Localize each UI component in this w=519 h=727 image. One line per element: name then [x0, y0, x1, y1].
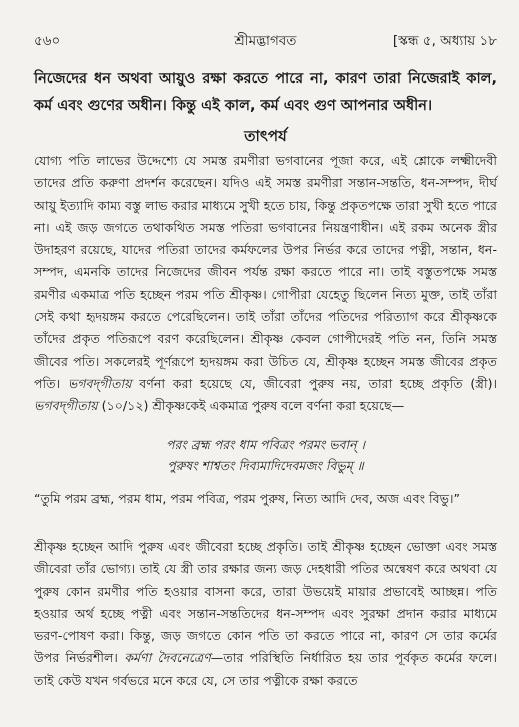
verse-translation: নিজেদের ধন অথবা আয়ুও রক্ষা করতে পারে না, কারণ তারা নিজেরাই কাল, কর্ম এবং গুণের অধীন। কিন্তু এই কাল, কর্ম এবং গুণ আপনার অধীন। [34, 71, 497, 114]
purport-paragraph-2b-text: —তার পরিস্থিতি নির্ধারিত হয় তার পূর্বকৃত কর্মের ফলে। তাই কেউ যখন গর্বভরে মনে করে যে, সে তার পত্নীকে রক্ষা করতে [34, 650, 497, 688]
scripture-name: ভগবদ্‌গীতায় [67, 375, 132, 391]
purport-paragraph-1 [34, 150, 497, 418]
quote-translation: “তুমি পরম ব্রহ্ম, পরম ধাম, পরম পবিত্র, পরম পুরুষ, নিত্য আদি দেব, অজ এবং বিভু।” [34, 491, 461, 506]
sanskrit-line-2: পুরুষং শাশ্বতং দিব্যমাদিদেবমজং বিভুম্‌ ॥ [167, 458, 364, 473]
purport-paragraph-1-text: যোগ্য পতি লাভের উদ্দেশ্যে যে সমস্ত রমণীরা ভগবানের পূজা করে, এই শ্লোকে লক্ষ্মীদেবী তাদের প্রতি করুণা প্রদর্শন করেছেন। যদিও এই সমস্ত রমণীরা সন্তান-সন্ততি, ধন-সম্পদ, দীর্ঘ আয়ু ইত্যাদি কাম্য বস্তু লাভ করার মাধ্যমে সুখী হতে চায়, কিন্তু প্রকৃতপক্ষে তারা সুখী হতে পারে না। এই জড় জগতে তথাকথিত সমস্ত পতিরা ভগবানের নিয়ন্ত্রণাধীন। এই রকম অনেক স্ত্রীর উদাহরণ রয়েছে, যাদের পতিরা তাদের কর্মফলের উপর নির্ভর করে তাদের পত্নী, সন্তান, ধন-সম্পদ, এমনকি তাদের নিজেদের জীবন পর্যন্ত রক্ষা করতে পারে না। তাই বস্তুতপক্ষে সমস্ত রমণীর একমাত্র পতি হচ্ছেন পরম পতি শ্রীকৃষ্ণ। গোপীরা যেহেতু ছিলেন নিত্য মুক্ত, তাই তাঁরা সেই কথা হৃদয়ঙ্গম করতে পেরেছিলেন। তাই তাঁরা তাঁদের পতিদের পরিত্যাগ করে শ্রীকৃষ্ণকে তাঁদের প্রকৃত পতিরূপে বরণ করেছিলেন। শ্রীকৃষ্ণ কেবল গোপীদেরই পতি নন, তিনি সমস্ত জীবের পতি। সকলেরই পূর্ণরূপে হৃদয়ঙ্গম করা উচিত যে, শ্রীকৃষ্ণ হচ্ছেন সমস্ত জীবের প্রকৃত পতি। [34, 153, 497, 391]
sanskrit-phrase: কর্মণা দৈবনেত্রেণ [124, 650, 211, 666]
scripture-name: ভগবদ্‌গীতায় [34, 398, 98, 414]
purport-heading: তাৎপর্য [244, 127, 287, 145]
purport-paragraph-2-text: শ্রীকৃষ্ণ হচ্ছেন আদি পুরুষ এবং জীবেরা হচ্ছে প্রকৃতি। তাই শ্রীকৃষ্ণ হচ্ছেন ভোক্তা এবং সমস্ত জীবেরা তাঁর ভোগ্য। তাই যে স্ত্রী তার রক্ষার জন্য জড় দেহধারী পতির অন্বেষণ করে অথবা যে পুরুষ কোন রমণীর পতি হওয়ার বাসনা করে, তারা উভয়েই মায়ার প্রভাবেই আচ্ছন্ন। পতি হওয়ার অর্থ হচ্ছে পত্নী এবং সন্তান-সন্ততিদের ধন-সম্পদ এবং সুরক্ষা প্রদান করার মাধ্যমে ভরণ-পোষণ করা। কিন্তু, জড় জগতে কোন পতি তা করতে পারে না, কারণ সে তার কর্মের উপর নির্ভরশীল। [34, 539, 498, 666]
purport-paragraph-2 [34, 536, 497, 692]
chapter-reference: [স্কন্ধ ৫, অধ্যায় ১৮ [392, 33, 497, 49]
book-title: শ্রীমদ্ভাগবত [234, 33, 297, 49]
page-number: ৫৬০ [34, 33, 61, 49]
sanskrit-line-1: পরং ব্রহ্ম পরং ধাম পবিত্রং পরমং ভবান্‌ । [165, 437, 365, 452]
running-header [34, 30, 497, 52]
sanskrit-quote [34, 434, 497, 476]
purport-paragraph-1c-text: (১০/১২) শ্রীকৃষ্ণকেই একমাত্র পুরুষ বলে বর্ণনা করা হয়েছে— [97, 398, 405, 414]
purport-paragraph-1b-text: বর্ণনা করা হয়েছে যে, জীবেরা পুরুষ নয়, তারা হচ্ছে প্রকৃতি (স্ত্রী)। [131, 375, 497, 391]
